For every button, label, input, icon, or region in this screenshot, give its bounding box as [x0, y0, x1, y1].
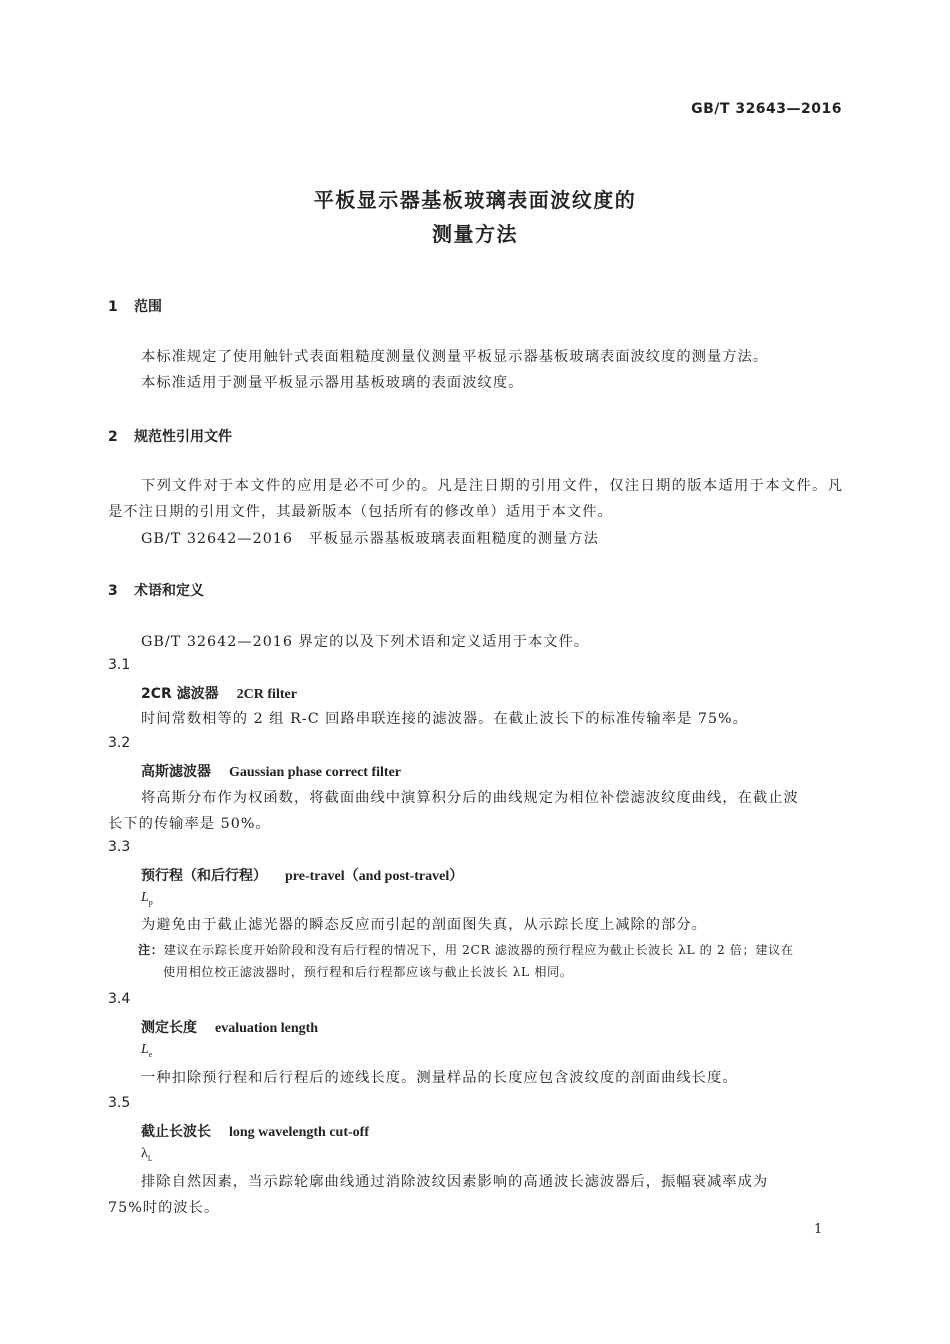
term-3-3-title [141, 865, 463, 885]
term-3-1-definition: 时间常数相等的 2 组 R-C 回路串联连接的滤波器。在截止波长下的标准传输率是 75%。 [141, 711, 748, 727]
term-3-1-number: 3.1 [108, 657, 131, 673]
term-zh: 测定长度 [141, 1020, 197, 1036]
term-3-3-number: 3.3 [108, 839, 131, 855]
document-title-line2: 测量方法 [432, 222, 518, 246]
normative-reference: GB/T 32642—2016 平板显示器基板玻璃表面粗糙度的测量方法 [141, 531, 599, 547]
section-number: 1 [108, 299, 118, 315]
section-title: 术语和定义 [134, 583, 204, 599]
term-3-5-symbol [141, 1146, 153, 1163]
term-3-3-definition: 为避免由于截止滤光器的瞬态反应而引起的剖面图失真，从示踪长度上减除的部分。 [141, 917, 707, 933]
section-2-paragraph-1: 下列文件对于本文件的应用是必不可少的。凡是注日期的引用文件，仅注日期的版本适用于本文件。凡是不注日期的引用文件，其最新版本（包括所有的修改单）适用于本文件。 [108, 478, 843, 520]
symbol-subscript: L [147, 1153, 153, 1163]
term-zh: 高斯滤波器 [141, 764, 211, 780]
section-1-paragraph-1: 本标准规定了使用触针式表面粗糙度测量仪测量平板显示器基板玻璃表面波纹度的测量方法。 [141, 349, 769, 365]
section-1-heading [108, 296, 162, 316]
section-3-intro: GB/T 32642—2016 界定的以及下列术语和定义适用于本文件。 [141, 634, 590, 650]
term-zh: 截止长波长 [141, 1124, 211, 1140]
note-text: 建议在示踪长度开始阶段和没有后行程的情况下，用 2CR 滤波器的预行程应为截止长波长 λL 的 2 倍；建议在 [163, 943, 794, 957]
term-3-2-definition-line2: 长下的传输率是 50%。 [108, 816, 271, 832]
section-1-paragraph-2: 本标准适用于测量平板显示器用基板玻璃的表面波纹度。 [141, 375, 524, 391]
term-3-4-title [141, 1017, 318, 1037]
note-label: 注： [138, 943, 164, 957]
term-en: evaluation length [215, 1021, 319, 1036]
term-en: pre-travel（and post-travel） [285, 869, 464, 884]
symbol-letter: λ [141, 1146, 148, 1161]
symbol-letter: L [141, 1042, 149, 1057]
section-2-heading [108, 426, 232, 446]
term-en: Gaussian phase correct filter [229, 765, 401, 780]
section-3-heading [108, 580, 204, 600]
term-3-4-symbol [141, 1042, 152, 1059]
term-3-4-definition: 一种扣除预行程和后行程后的迹线长度。测量样品的长度应包含波纹度的剖面曲线长度。 [141, 1070, 738, 1086]
symbol-subscript: e [148, 1049, 153, 1059]
document-title-line1: 平板显示器基板玻璃表面波纹度的 [313, 188, 637, 212]
term-en: long wavelength cut-off [229, 1125, 369, 1140]
term-3-1-title [141, 683, 297, 703]
term-zh: 预行程（和后行程） [141, 868, 267, 884]
term-3-3-note-line2: 使用相位校正滤波器时，预行程和后行程都应该与截止长波长 λL 相同。 [163, 965, 573, 979]
term-3-5-title [141, 1121, 369, 1141]
term-en: 2CR filter [236, 687, 297, 702]
term-3-2-title [141, 761, 401, 781]
section-number: 2 [108, 429, 118, 445]
term-3-2-definition-line1: 将高斯分布作为权函数，将截面曲线中演算积分后的曲线规定为相位补偿滤波纹度曲线，在截止波 [141, 790, 799, 806]
symbol-letter: L [141, 890, 149, 905]
term-3-5-definition-line1: 排除自然因素，当示踪轮廓曲线通过消除波纹因素影响的高通波长滤波器后，振幅衰减率成为 [141, 1174, 769, 1190]
term-3-4-number: 3.4 [108, 991, 131, 1007]
term-3-2-number: 3.2 [108, 735, 131, 751]
section-title: 范围 [134, 299, 162, 315]
page-number: 1 [814, 1222, 823, 1237]
term-3-3-note-line1 [138, 939, 844, 962]
section-title: 规范性引用文件 [134, 429, 232, 445]
term-3-3-symbol [141, 890, 153, 907]
term-3-5-number: 3.5 [108, 1095, 131, 1111]
symbol-subscript: p [148, 897, 153, 907]
standard-number: GB/T 32643—2016 [691, 101, 842, 117]
term-3-5-definition-line2: 75%时的波长。 [108, 1200, 220, 1216]
section-number: 3 [108, 583, 118, 599]
term-zh: 2CR 滤波器 [141, 686, 219, 702]
